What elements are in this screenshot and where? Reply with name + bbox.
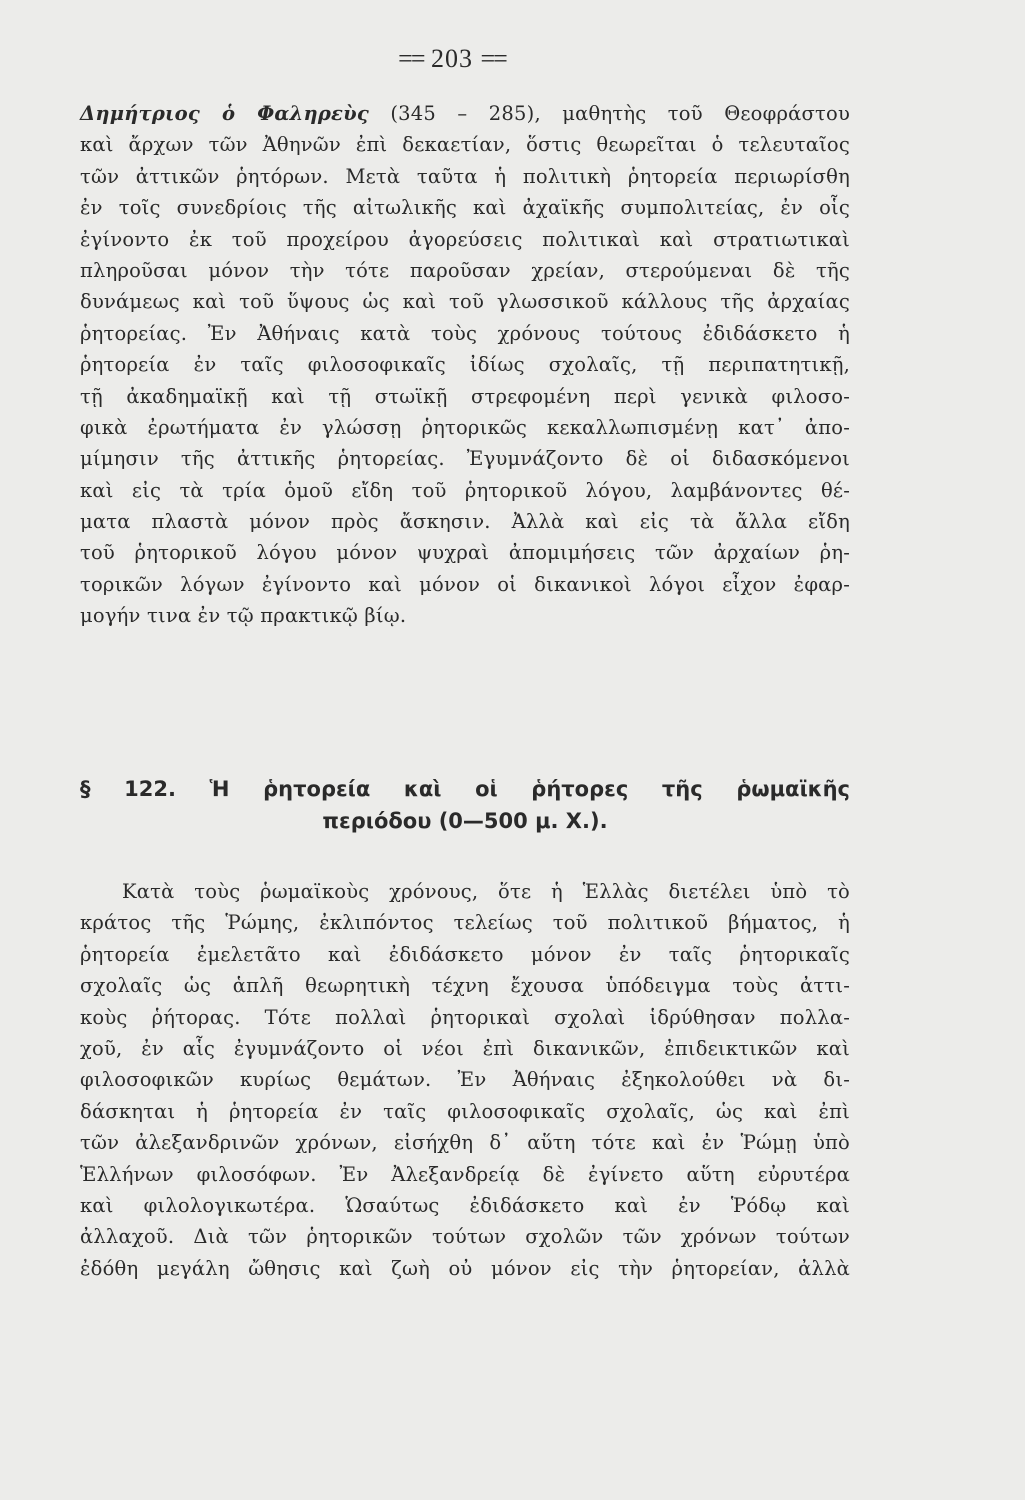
text-line: φιλοσοφικῶν κυρίως θεμάτων. Ἐν Ἀθήναις ἐξηκολούθει νὰ δι- xyxy=(80,1068,850,1092)
section-heading xyxy=(80,773,850,837)
text-line: δυνάμεως καὶ τοῦ ὕψους ὡς καὶ τοῦ γλωσσικοῦ κάλλους τῆς ἀρχαίας xyxy=(80,290,850,314)
text-line: μογήν τινα ἐν τῷ πρακτικῷ βίῳ. xyxy=(80,604,407,628)
text-line: ματα πλαστὰ μόνον πρὸς ἄσκησιν. Ἀλλὰ καὶ εἰς τὰ ἄλλα εἴδη xyxy=(80,510,850,534)
text-line: τοῦ ῥητορικοῦ λόγου μόνον ψυχραὶ ἀπομιμήσεις τῶν ἀρχαίων ῥη- xyxy=(80,541,850,565)
text-line: ἀλλαχοῦ. Διὰ τῶν ῥητορικῶν τούτων σχολῶν τῶν χρόνων τούτων xyxy=(80,1225,850,1249)
text-line: κοὺς ῥήτορας. Τότε πολλαὶ ῥητορικαὶ σχολαὶ ἱδρύθησαν πολλα- xyxy=(80,1005,850,1029)
text-line: κράτος τῆς Ῥώμης, ἐκλιπόντος τελείως τοῦ πολιτικοῦ βήματος, ἡ xyxy=(80,911,850,935)
text-line: τῶν ἀλεξανδρινῶν χρόνων, εἰσήχθη δ᾽ αὕτη τότε καὶ ἐν Ῥώμῃ ὑπὸ xyxy=(80,1131,850,1155)
text-line: καὶ εἰς τὰ τρία ὁμοῦ εἴδη τοῦ ῥητορικοῦ λόγου, λαμβάνοντες θέ- xyxy=(80,478,850,502)
text-line: δάσκηται ἡ ῥητορεία ἐν ταῖς φιλοσοφικαῖς σχολαῖς, ὡς καὶ ἐπὶ xyxy=(80,1099,850,1123)
text-line: ἐδόθη μεγάλη ὤθησις καὶ ζωὴ οὐ μόνον εἰς τὴν ῥητορείαν, ἀλλὰ xyxy=(80,1256,850,1280)
text-line: μίμησιν τῆς ἀττικῆς ῥητορείας. Ἐγυμνάζοντο δὲ οἱ διδασκόμενοι xyxy=(80,447,850,471)
text-line: ἐν τοῖς συνεδρίοις τῆς αἰτωλικῆς καὶ ἀχαϊκῆς συμπολιτείας, ἐν οἷς xyxy=(80,196,850,220)
text-line: φικὰ ἐρωτήματα ἐν γλώσσῃ ῥητορικῶς κεκαλλωπισμένῃ κατ᾽ ἀπο- xyxy=(80,415,850,439)
section-heading-line-1: § 122. Ἡ ῥητορεία καὶ οἱ ῥήτορες τῆς ῥωμαϊκῆς xyxy=(80,777,850,801)
text-line: ῥητορεία ἐμελετᾶτο καὶ ἐδιδάσκετο μόνον ἐν ταῖς ῥητορικαῖς xyxy=(80,942,850,966)
page-number: == 203 == xyxy=(398,44,506,73)
text-line: χοῦ, ἐν αἷς ἐγυμνάζοντο οἱ νέοι ἐπὶ δικανικῶν, ἐπιδεικτικῶν καὶ xyxy=(80,1036,850,1060)
text-line: ἐγίνοντο ἐκ τοῦ προχείρου ἀγορεύσεις πολιτικαὶ καὶ στρατιωτικαὶ xyxy=(80,227,850,251)
text-line: ῥητορείας. Ἐν Ἀθήναις κατὰ τοὺς χρόνους τούτους ἐδιδάσκετο ἡ xyxy=(80,321,850,345)
paragraph-2 xyxy=(80,876,850,1284)
text-line: τορικῶν λόγων ἐγίνοντο καὶ μόνον οἱ δικανικοὶ λόγοι εἶχον ἐφαρ- xyxy=(80,572,850,596)
section-heading-line-2: περιόδου (0—500 μ. Χ.). xyxy=(322,809,608,833)
text-line: τῶν ἀττικῶν ῥητόρων. Μετὰ ταῦτα ἡ πολιτικὴ ῥητορεία περιωρίσθη xyxy=(80,164,850,188)
text-line: πληροῦσαι μόνον τὴν τότε παροῦσαν χρείαν, στερούμεναι δὲ τῆς xyxy=(80,258,850,282)
text-line: σχολαῖς ὡς ἁπλῆ θεωρητικὴ τέχνη ἔχουσα ὑπόδειγμα τοὺς ἀττι- xyxy=(80,974,850,998)
text-line: καὶ ἄρχων τῶν Ἀθηνῶν ἐπὶ δεκαετίαν, ὅστις θεωρεῖται ὁ τελευταῖος xyxy=(80,133,850,157)
text-line: ῥητορεία ἐν ταῖς φιλοσοφικαῖς ἰδίως σχολαῖς, τῇ περιπατητικῇ, xyxy=(80,353,850,377)
text-line: Ἑλλήνων φιλοσόφων. Ἐν Ἀλεξανδρείᾳ δὲ ἐγίνετο αὕτη εὐρυτέρα xyxy=(80,1162,850,1186)
text-line: Δημήτριος ὁ Φαληρεὺς (345 – 285), μαθητὴς τοῦ Θεοφράστου xyxy=(80,102,850,125)
text-line: Κατὰ τοὺς ῥωμαϊκοὺς χρόνους, ὅτε ἡ Ἑλλὰς διετέλει ὑπὸ τὸ xyxy=(122,880,850,903)
text-line: τῇ ἀκαδημαϊκῇ καὶ τῇ στωϊκῇ στρεφομένη περὶ γενικὰ φιλοσο- xyxy=(80,384,850,408)
author-name: Δημήτριος ὁ Φαληρεὺς xyxy=(80,102,369,125)
text-line: καὶ φιλολογικωτέρα. Ὡσαύτως ἐδιδάσκετο καὶ ἐν Ῥόδῳ καὶ xyxy=(80,1193,850,1217)
paragraph-1 xyxy=(80,98,850,632)
